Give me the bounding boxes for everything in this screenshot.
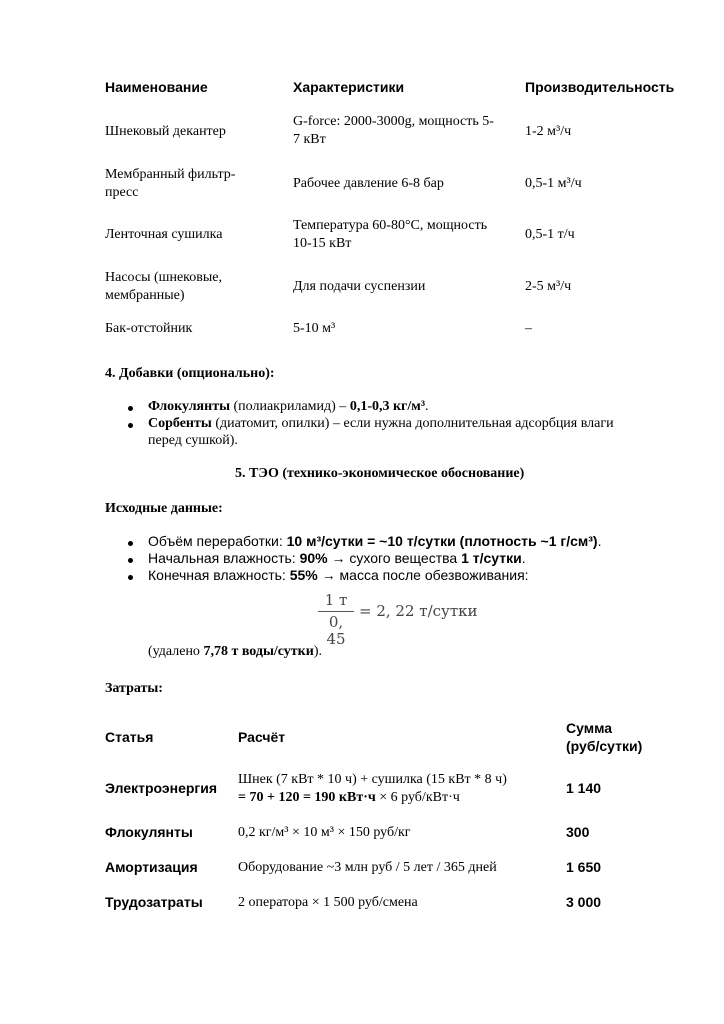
table-cell-perf: 1-2 м³/ч: [525, 124, 572, 139]
table-cell-name: мембранные): [105, 288, 185, 303]
subsection-heading: Затраты:: [105, 681, 163, 696]
table-cell-spec: Для подачи суспензии: [293, 279, 426, 294]
list-item-continuation: перед сушкой).: [148, 433, 238, 448]
cost-sum: 3 000: [566, 894, 602, 910]
bullet-icon: [128, 558, 133, 563]
cost-header-calc: Расчёт: [238, 729, 286, 745]
table-cell-name: Бак-отстойник: [105, 321, 193, 336]
table-cell-name: пресс: [105, 185, 139, 200]
table-cell-spec: G-force: 2000-3000g, мощность 5-: [293, 114, 494, 129]
list-item: Объём переработки: 10 м³/сутки = ~10 т/сутки (плотность ~1 г/см³).: [148, 533, 602, 549]
table-header-spec: Характеристики: [293, 79, 405, 95]
list-item: Сорбенты (диатомит, опилки) – если нужна дополнительная адсорбция влаги: [148, 416, 614, 431]
cost-calc: 0,2 кг/м³ × 10 м³ × 150 руб/кг: [238, 825, 411, 840]
table-cell-name: Шнековый декантер: [105, 124, 226, 139]
list-item: Флокулянты (полиакриламид) – 0,1-0,3 кг/м³.: [148, 399, 429, 414]
list-item: Начальная влажность: 90% → сухого вещества 1 т/сутки.: [148, 550, 526, 566]
table-cell-spec: Рабочее давление 6-8 бар: [293, 176, 444, 191]
section-heading: 4. Добавки (опционально):: [105, 366, 275, 381]
table-cell-perf: 2-5 м³/ч: [525, 279, 572, 294]
cost-item: Флокулянты: [105, 824, 193, 840]
table-cell-spec: 5-10 м³: [293, 321, 336, 336]
formula-numerator: 1 т: [324, 591, 348, 609]
table-cell-perf: 0,5-1 т/ч: [525, 227, 575, 242]
table-cell-spec: 7 кВт: [293, 132, 326, 147]
table-cell-perf: 0,5-1 м³/ч: [525, 176, 582, 191]
table-cell-spec: Температура 60-80°C, мощность: [293, 218, 488, 233]
table-cell-name: Насосы (шнековые,: [105, 270, 222, 285]
table-cell-name: Мембранный фильтр-: [105, 167, 236, 182]
table-cell-name: Ленточная сушилка: [105, 227, 223, 242]
bullet-icon: [128, 541, 133, 546]
bullet-icon: [128, 423, 133, 428]
cost-header-sum: Сумма: [566, 720, 613, 736]
cost-item: Трудозатраты: [105, 894, 203, 910]
cost-sum: 1 140: [566, 780, 602, 796]
subsection-heading: Исходные данные:: [105, 501, 223, 516]
table-cell-spec: 10-15 кВт: [293, 236, 352, 251]
cost-item: Амортизация: [105, 859, 198, 875]
bullet-icon: [128, 575, 133, 580]
cost-header-sum-unit: (руб/сутки): [566, 738, 643, 754]
formula-denominator: 0, 45: [326, 613, 346, 648]
cost-calc: Шнек (7 кВт * 10 ч) + сушилка (15 кВт * 8 ч): [238, 772, 507, 787]
table-header-name: Наименование: [105, 79, 208, 95]
cost-calc: 2 оператора × 1 500 руб/смена: [238, 895, 418, 910]
cost-item: Электроэнергия: [105, 780, 218, 796]
removed-water-note: (удалено 7,78 т воды/сутки).: [148, 644, 322, 659]
fraction-line: [318, 611, 354, 612]
list-item: Конечная влажность: 55% → масса после обезвоживания:: [148, 567, 529, 583]
formula-result: = 2, 22 т/сутки: [359, 602, 478, 620]
cost-sum: 300: [566, 824, 590, 840]
cost-sum: 1 650: [566, 859, 602, 875]
cost-calc: Оборудование ~3 млн руб / 5 лет / 365 дней: [238, 860, 497, 875]
cost-header-item: Статья: [105, 729, 154, 745]
table-header-perf: Производительность: [525, 79, 675, 95]
cost-calc-line2: = 70 + 120 = 190 кВт·ч × 6 руб/кВт·ч: [238, 790, 460, 805]
table-cell-perf: –: [525, 321, 532, 336]
section-title: 5. ТЭО (технико-экономическое обоснование): [235, 466, 525, 481]
bullet-icon: [128, 406, 133, 411]
